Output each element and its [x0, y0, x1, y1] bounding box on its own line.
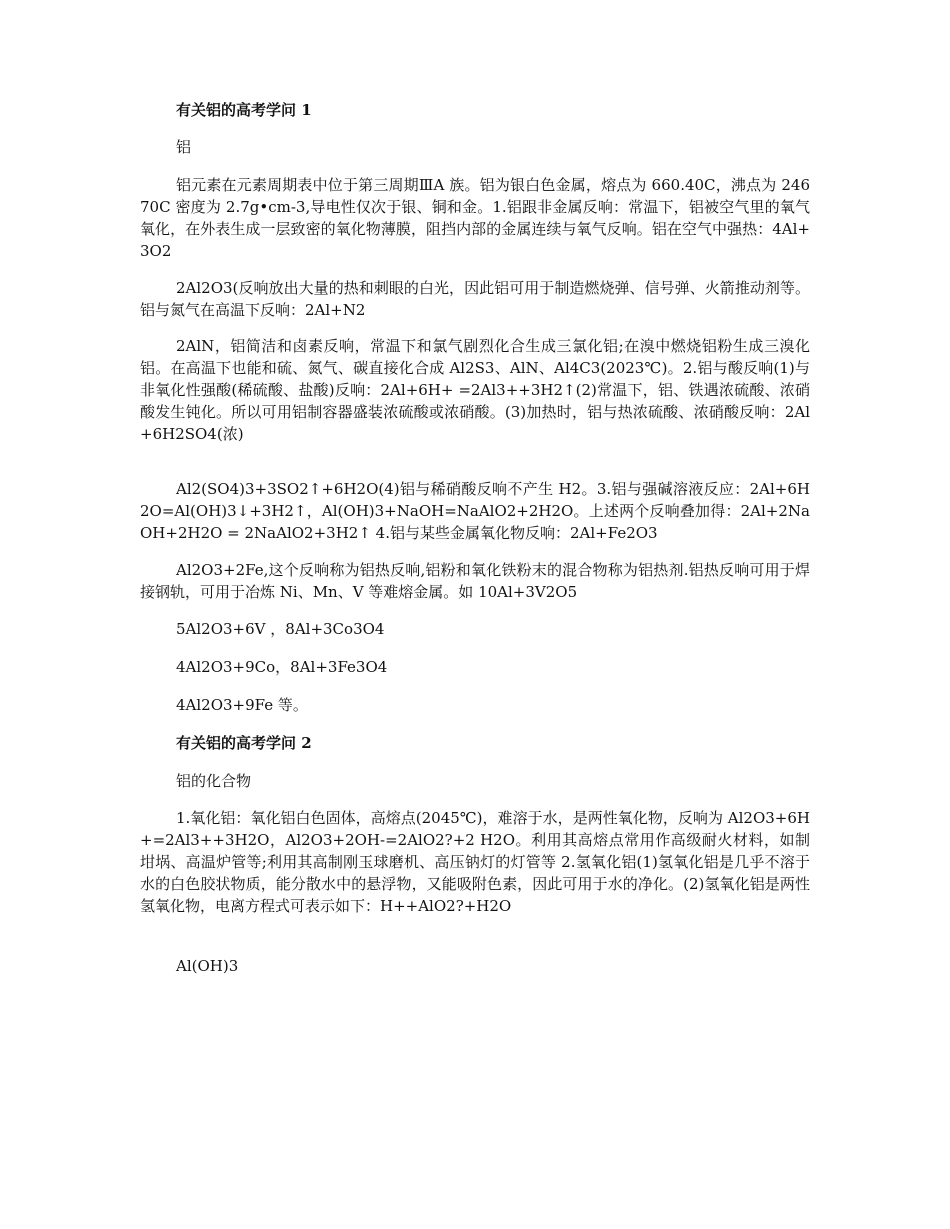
paragraph-6: 5Al2O3+6V ，8Al+3Co3O4 — [176, 620, 385, 638]
paragraph-9: 1.氧化铝：氧化铝白色固体，高熔点(2045℃)，难溶于水，是两性氧化物，反响为 Al2O3+6H+=2Al3++3H2O，Al2O3+2OH-=2AlO2?+2 H2O。利用其高熔点常用作高级耐火材料，如制坩埚、高温炉管等;利用其高制刚玉球磨机、高压钠灯的灯管等 2.氢氧化铝(1)氢氧化铝是几乎不溶于水的白色胶状物质，能分散水中的悬浮物，又能吸附色素，因此可用于水的净化。(2)氢氧化铝是两性氢氧化物，电离方程式可表示如下：H++AlO2?+H2O — [140, 809, 810, 915]
subheading-aluminum: 铝 — [176, 138, 192, 156]
subheading-compounds: 铝的化合物 — [176, 772, 252, 790]
paragraph-8: 4Al2O3+9Fe 等。 — [176, 696, 308, 714]
paragraph-10: Al(OH)3 — [176, 957, 239, 975]
paragraph-2: 2Al2O3(反响放出大量的热和刺眼的白光，因此铝可用于制造燃烧弹、信号弹、火箭推动剂等。铝与氮气在高温下反响：2Al+N2 — [140, 279, 810, 319]
paragraph-7: 4Al2O3+9Co，8Al+3Fe3O4 — [176, 658, 388, 676]
paragraph-4: Al2(SO4)3+3SO2↑+6H2O(4)铝与稀硝酸反响不产生 H2。3.铝与强碱溶液反应：2Al+6H2O=Al(OH)3↓+3H2↑，Al(OH)3+NaOH=NaAlO2+2H2O。上述两个反响叠加得：2Al+2NaOH+2H2O = 2NaAlO2+3H2↑ 4.铝与某些金属氧化物反响：2Al+Fe2O3 — [140, 480, 810, 542]
paragraph-1: 铝元素在元素周期表中位于第三周期ⅢA 族。铝为银白色金属，熔点为 660.40C，沸点为 24670C 密度为 2.7g•cm-3,导电性仅次于银、铜和金。1.铝跟非金属反响：常温下，铝被空气里的氧气氧化，在外表生成一层致密的氧化物薄膜，阻挡内部的金属连续与氧气反响。铝在空气中强热：4Al+3O2 — [140, 176, 810, 260]
paragraph-3: 2AlN，铝简洁和卤素反响，常温下和氯气剧烈化合生成三氯化铝;在溴中燃烧铝粉生成三溴化铝。在高温下也能和硫、氮气、碳直接化合成 Al2S3、AlN、Al4C3(2023℃)。2.铝与酸反响(1)与非氧化性强酸(稀硫酸、盐酸)反响：2Al+6H+ =2Al3++3H2↑(2)常温下，铝、铁遇浓硫酸、浓硝酸发生钝化。所以可用铝制容器盛装浓硫酸或浓硝酸。(3)加热时，铝与热浓硫酸、浓硝酸反响：2Al+6H2SO4(浓) — [140, 337, 810, 443]
section-heading-2: 有关铝的高考学问 2 — [176, 734, 312, 752]
section-heading-1: 有关铝的高考学问 1 — [176, 101, 312, 119]
paragraph-5: Al2O3+2Fe,这个反响称为铝热反响,铝粉和氧化铁粉末的混合物称为铝热剂.铝热反响可用于焊接钢轨，可用于冶炼 Ni、Mn、V 等难熔金属。如 10Al+3V2O5 — [140, 561, 810, 601]
